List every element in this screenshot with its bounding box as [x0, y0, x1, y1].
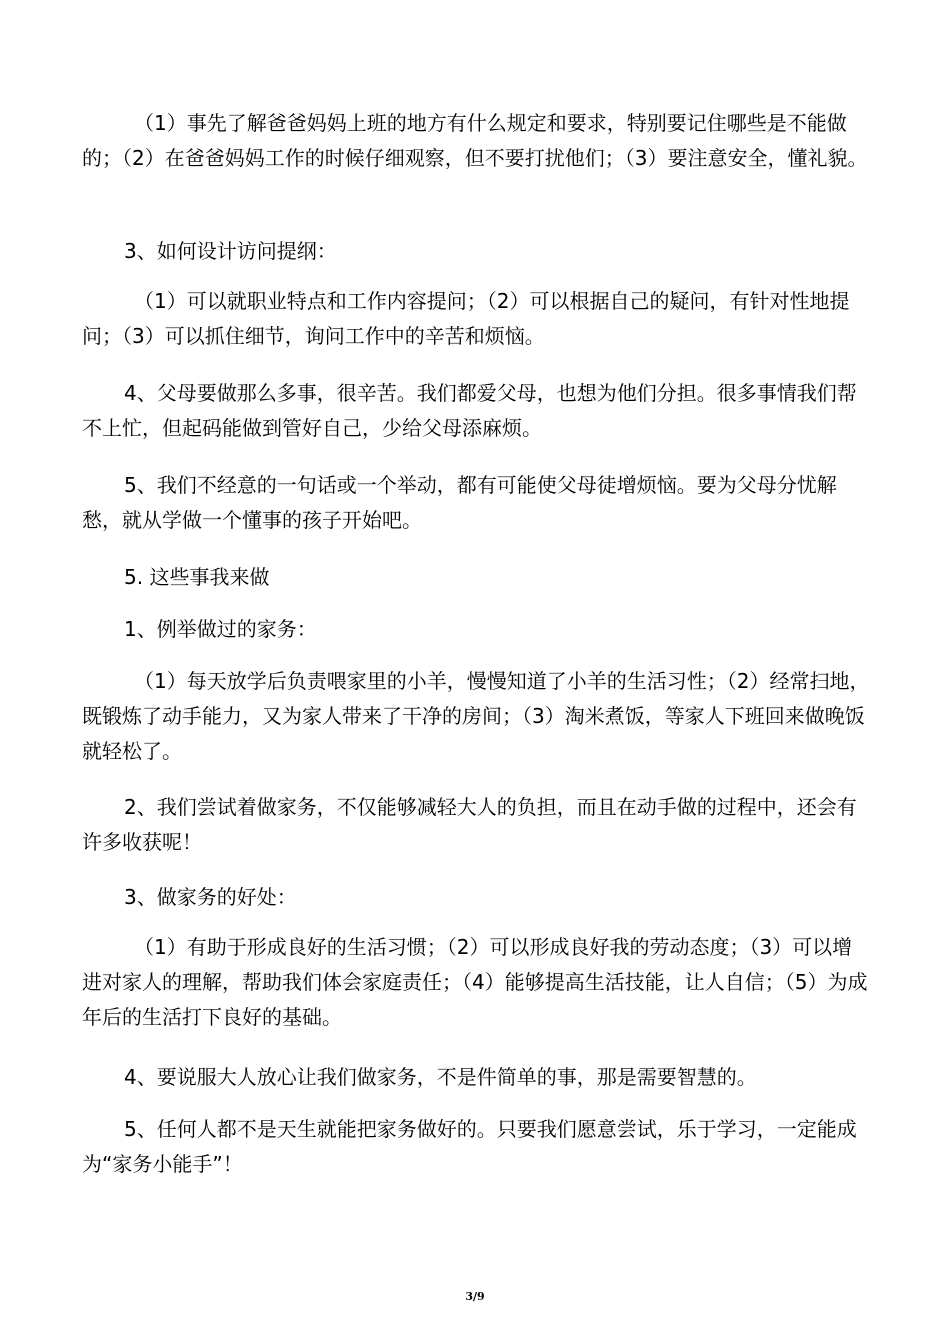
- paragraph-persuade-adults: 4、要说服大人放心让我们做家务，不是件简单的事，那是需要智慧的。: [124, 1065, 757, 1089]
- paragraph-chores-benefits: （1）有助于形成良好的生活习惯；（2）可以形成良好我的劳动态度；（3）可以增进对家人的理解，帮助我们体会家庭责任；（4）能够提高生活技能，让人自信；（5）为成年后的生活打下良好的基础。: [82, 935, 868, 1029]
- heading-chores-benefits: 3、做家务的好处：: [124, 885, 297, 909]
- paragraph-chores-examples: （1）每天放学后负责喂家里的小羊，慢慢知道了小羊的生活习性；（2）经常扫地，既锻炼了动手能力，又为家人带来了干净的房间；（3）淘米煮饭，等家人下班回来做晚饭就轻松了。: [82, 669, 870, 763]
- paragraph-parents-busy: 4、父母要做那么多事，很辛苦。我们都爱父母，也想为他们分担。很多事情我们帮不上忙，但起码能做到管好自己，少给父母添麻烦。: [82, 381, 857, 440]
- heading-chores-examples: 1、例举做过的家务：: [124, 617, 317, 641]
- section-title-chores: 5. 这些事我来做: [124, 565, 270, 589]
- heading-interview-outline: 3、如何设计访问提纲：: [124, 239, 337, 263]
- paragraph-sensible-child: 5、我们不经意的一句话或一个举动，都有可能使父母徒增烦恼。要为父母分忧解愁，就从学做一个懂事的孩子开始吧。: [82, 473, 837, 532]
- paragraph-visit-rules: （1）事先了解爸爸妈妈上班的地方有什么规定和要求，特别要记住哪些是不能做的；（2）在爸爸妈妈工作的时候仔细观察，但不要打扰他们；（3）要注意安全，懂礼貌。: [82, 111, 868, 170]
- page-number: 3/9: [465, 1290, 485, 1303]
- paragraph-interview-tips: （1）可以就职业特点和工作内容提问；（2）可以根据自己的疑问，有针对性地提问；（3）可以抓住细节，询问工作中的辛苦和烦恼。: [82, 289, 850, 348]
- paragraph-try-chores: 2、我们尝试着做家务，不仅能够减轻大人的负担，而且在动手做的过程中，还会有许多收获呢！: [82, 795, 857, 854]
- paragraph-chores-helper: 5、任何人都不是天生就能把家务做好的。只要我们愿意尝试，乐于学习，一定能成为“家务小能手”！: [82, 1117, 857, 1176]
